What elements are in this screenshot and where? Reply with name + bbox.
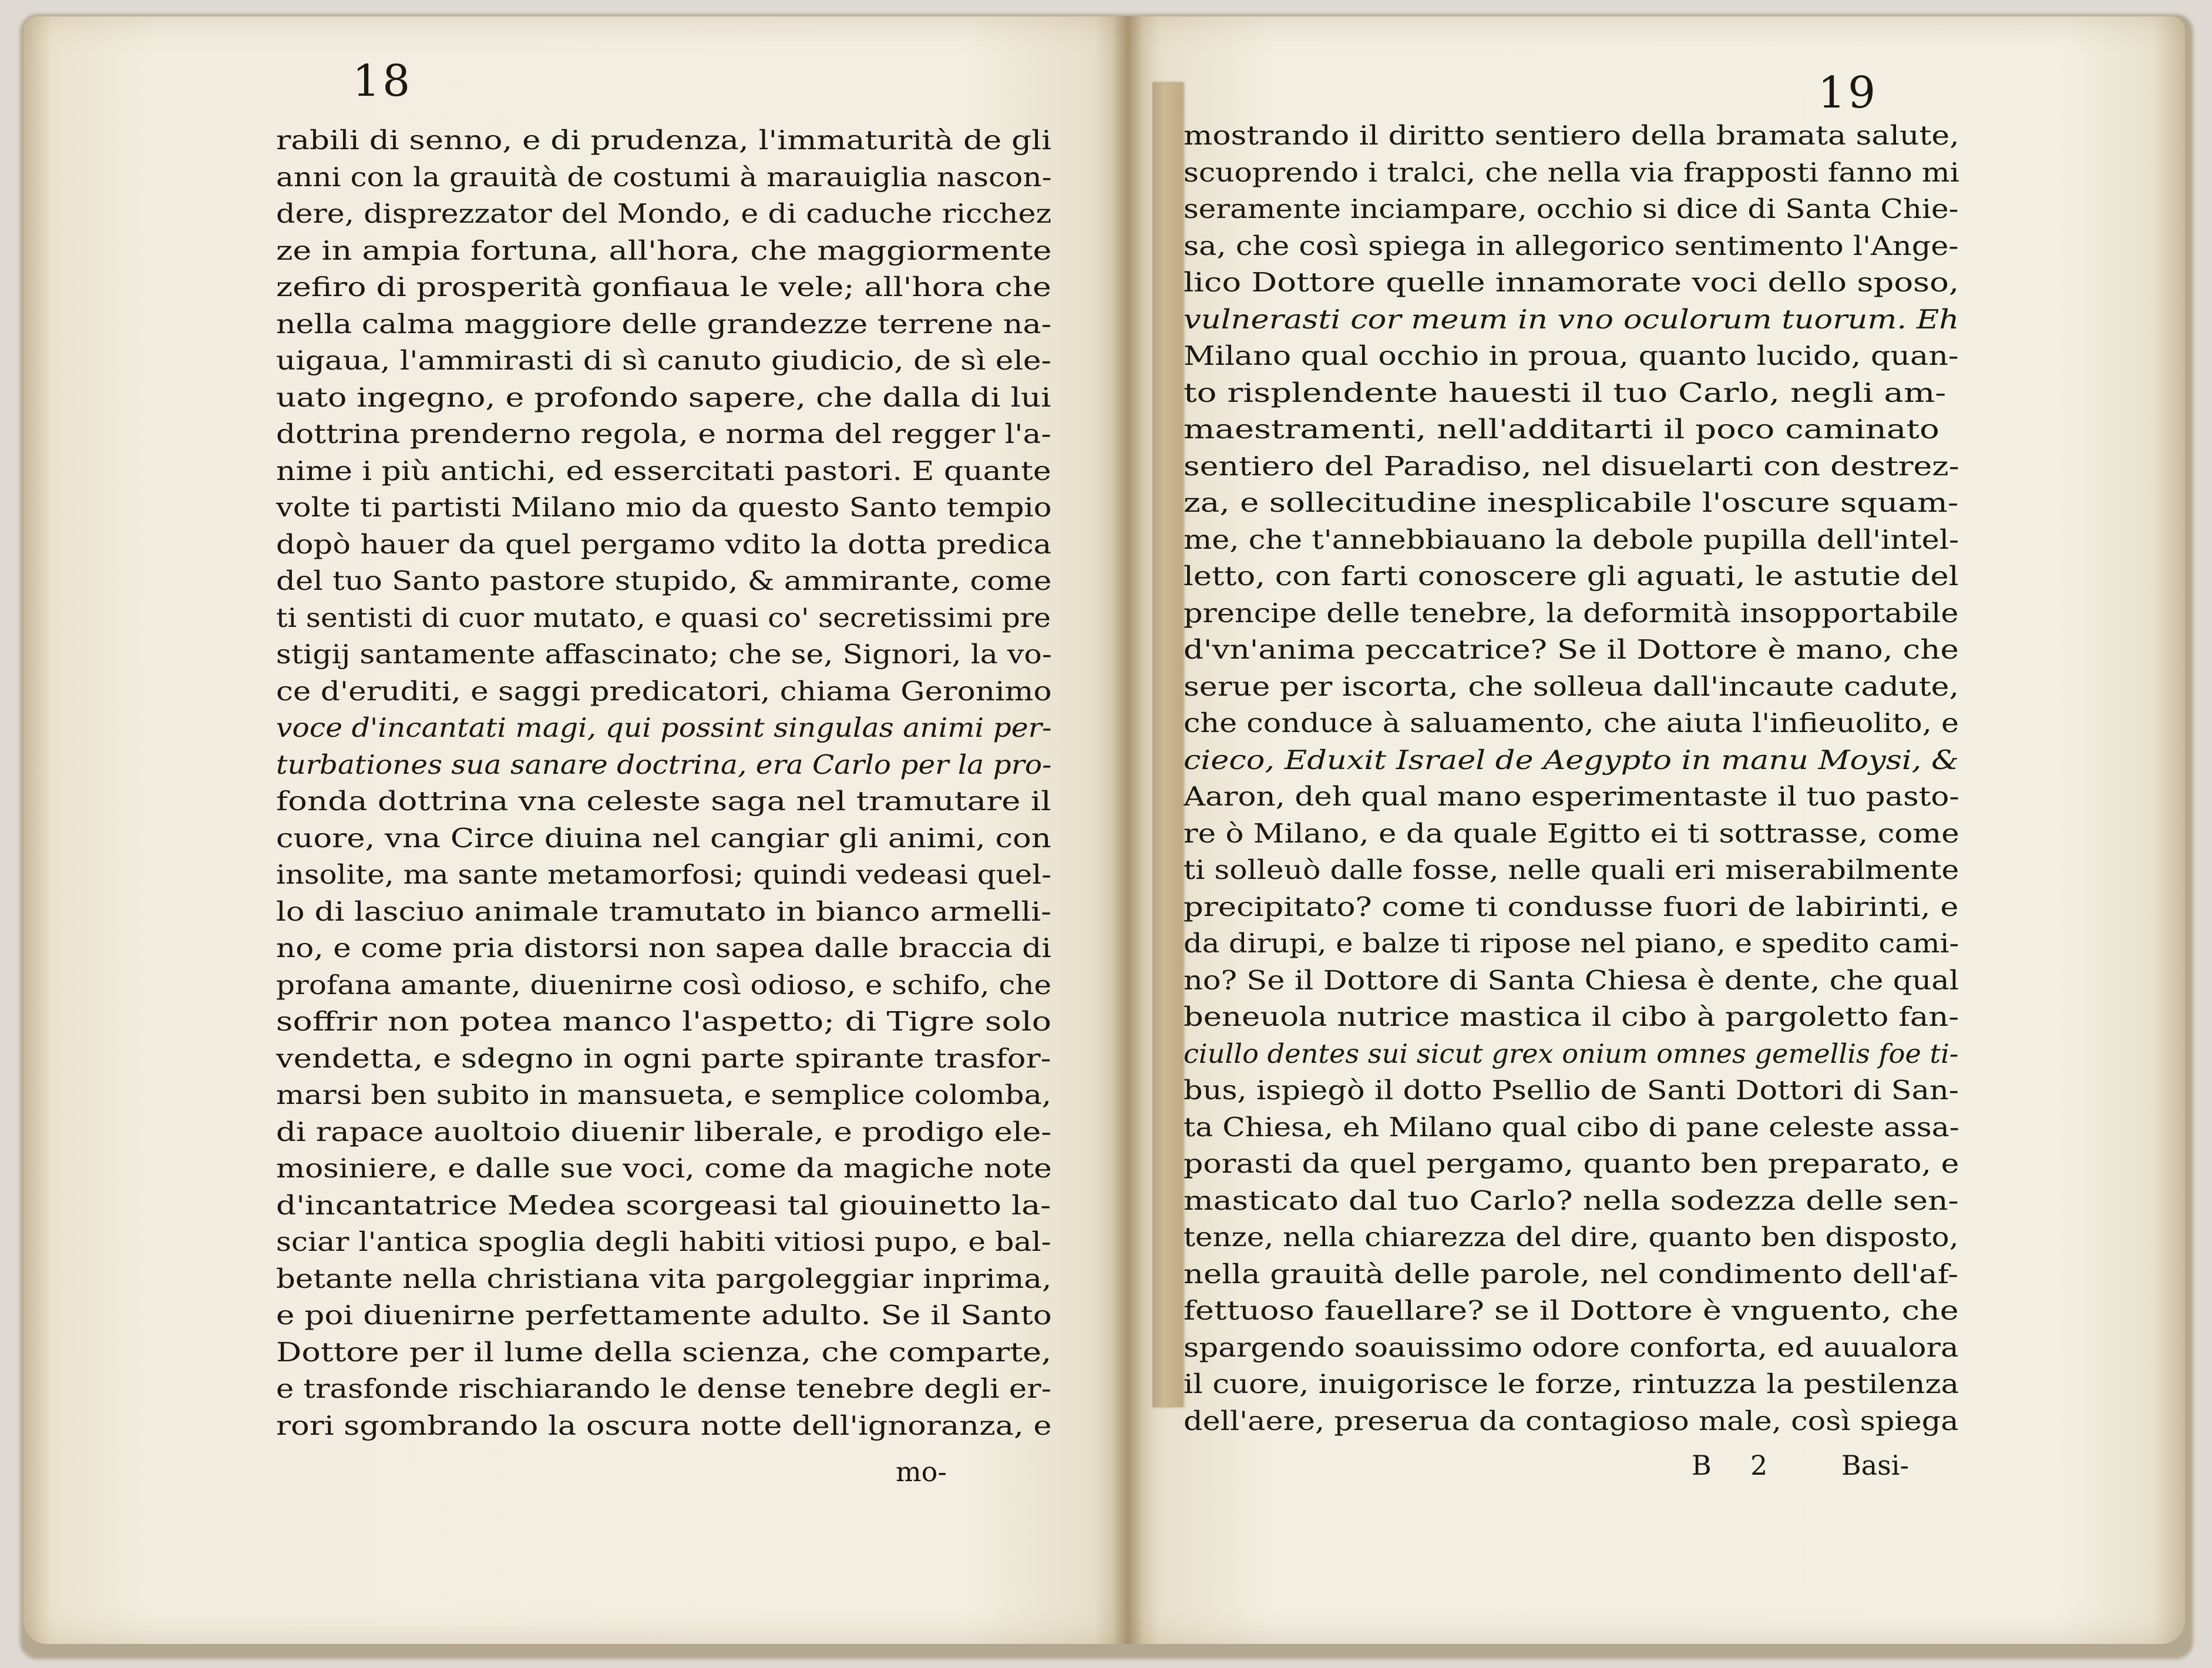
text-line: masticato dal tuo Carlo? nella sodezza delle sen-: [1184, 1184, 1959, 1216]
text-line: nime i più antichi, ed essercitati pastori. E quante: [276, 455, 1051, 486]
left-page-number: 18: [352, 56, 413, 106]
text-line: sciar l'antica spoglia degli habiti vitiosi pupo, e bal-: [276, 1226, 1051, 1257]
text-line: spargendo soauissimo odore conforta, ed auualora: [1184, 1331, 1959, 1363]
text-line: bus, ispiegò il dotto Psellio de Santi Dottori di San-: [1184, 1075, 1959, 1106]
text-line: profana amante, diuenirne così odioso, e schifo, che: [276, 969, 1052, 1001]
text-line: soffrir non potea manco l'aspetto; di Tigre solo: [276, 1006, 1052, 1037]
text-line: e trasfonde rischiarando le dense tenebre degli er-: [276, 1373, 1051, 1404]
text-line: anni con la grauità de costumi à marauiglia nascon-: [276, 161, 1052, 193]
text-line: che conduce à saluamento, che aiuta l'infieuolito, e: [1184, 707, 1959, 739]
latin-quote-line: ciullo dentes sui sicut grex onium omnes gemellis foe ti-: [1184, 1038, 1959, 1069]
text-line: no, e come pria distorsi non sapea dalle braccia di: [276, 932, 1051, 964]
text-line: ce d'eruditi, e saggi predicatori, chiama Geronimo: [276, 675, 1052, 707]
text-line: me, che t'annebbiauano la debole pupilla dell'intel-: [1184, 523, 1959, 555]
text-line: insolite, ma sante metamorfosi; quindi vedeasi quel-: [276, 859, 1051, 890]
right-catchword: Basi-: [1841, 1449, 1910, 1481]
text-line: da dirupi, e balze ti ripose nel piano, e spedito cami-: [1184, 928, 1959, 959]
text-line: fettuoso fauellare? se il Dottore è vnguento, che: [1184, 1295, 1959, 1326]
text-line: zefiro di prosperità gonfiaua le vele; all'hora che: [276, 271, 1051, 303]
text-line: nella calma maggiore delle grandezze terrene na-: [276, 308, 1052, 340]
text-line: lo di lasciuo animale tramutato in bianco armelli-: [276, 895, 1052, 927]
latin-quote-line: turbationes sua sanare doctrina, era Carlo per la pro-: [276, 749, 1052, 780]
text-line: seramente inciampare, occhio si dice di Santa Chie-: [1184, 193, 1959, 224]
text-line: e poi diuenirne perfettamente adulto. Se il Santo: [276, 1300, 1052, 1331]
text-line: nella grauità delle parole, nel condimento dell'af-: [1184, 1258, 1959, 1290]
text-line: uato ingegno, e profondo sapere, che dalla di lui: [276, 381, 1051, 413]
text-line: porasti da quel pergamo, quanto ben preparato, e: [1184, 1148, 1959, 1179]
text-line: to risplendente hauesti il tuo Carlo, negli am-: [1184, 377, 1947, 408]
text-line: rori sgombrando la oscura notte dell'ignoranza, e: [276, 1409, 1052, 1441]
text-line: fonda dottrina vna celeste saga nel tramutare il: [276, 786, 1051, 817]
text-line: dopò hauer da quel pergamo vdito la dotta predica: [276, 528, 1052, 560]
text-line: cuore, vna Circe diuina nel cangiar gli animi, con: [276, 822, 1051, 854]
text-line: dell'aere, preserua da contagioso male, così spiega: [1184, 1405, 1959, 1437]
text-line: no? Se il Dottore di Santa Chiesa è dente, che qual: [1184, 964, 1959, 996]
text-line: d'incantatrice Medea scorgeasi tal giouinetto la-: [276, 1189, 1051, 1221]
text-line: vendetta, e sdegno in ogni parte spirante trasfor-: [276, 1042, 1051, 1074]
text-line: del tuo Santo pastore stupido, & ammirante, come: [276, 565, 1052, 596]
left-page-text: [276, 122, 1051, 1444]
latin-quote-line: voce d'incantati magi, qui possint singulas animi per-: [276, 712, 1052, 743]
text-line: dere, disprezzator del Mondo, e di caduche ricchez: [276, 198, 1052, 229]
text-line: volte ti partisti Milano mio da questo Santo tempio: [276, 492, 1052, 523]
text-line: Dottore per il lume della scienza, che comparte,: [276, 1336, 1052, 1368]
text-line: marsi ben subito in mansueta, e semplice colomba,: [276, 1079, 1051, 1110]
text-line: mostrando il diritto sentiero della bramata salute,: [1184, 120, 1959, 151]
text-line: di rapace auoltoio diuenir liberale, e prodigo ele-: [276, 1116, 1052, 1147]
text-line: letto, con farti conoscere gli aguati, le astutie del: [1184, 561, 1959, 592]
text-line: lico Dottore quelle innamorate voci dello sposo,: [1184, 267, 1959, 298]
text-line: za, e sollecitudine inesplicabile l'oscure squam-: [1184, 487, 1959, 518]
text-line: il cuore, inuigorisce le forze, rintuzza la pestilenza: [1184, 1368, 1959, 1399]
text-line: precipitato? come ti condusse fuori de labirinti, e: [1184, 891, 1959, 922]
right-page-number: 19: [1818, 68, 1878, 118]
text-line: re ò Milano, e da quale Egitto ei ti sottrasse, come: [1184, 817, 1959, 849]
text-line: ta Chiesa, eh Milano qual cibo di pane celeste assa-: [1184, 1111, 1959, 1143]
text-line: maestramenti, nell'additarti il poco caminato: [1184, 414, 1939, 445]
text-line: rabili di senno, e di prudenza, l'immaturità de gli: [276, 125, 1052, 156]
right-page-text: [1184, 118, 1959, 1439]
text-line: ze in ampia fortuna, all'hora, che maggiormente: [276, 234, 1052, 266]
left-catchword: mo-: [896, 1456, 947, 1488]
text-line: betante nella christiana vita pargoleggiar inprima,: [276, 1263, 1052, 1294]
text-line: scuoprendo i tralci, che nella via frapposti fanno mi: [1184, 156, 1959, 188]
text-line: sentiero del Paradiso, nel disuelarti con destrez-: [1184, 450, 1959, 482]
text-line: dottrina prenderno regola, e norma del regger l'a-: [276, 418, 1051, 449]
text-line: Aaron, deh qual mano esperimentaste il tuo pasto-: [1184, 781, 1959, 812]
signature-mark: B: [1692, 1449, 1712, 1481]
text-line: d'vn'anima peccatrice? Se il Dottore è mano, che: [1184, 634, 1959, 665]
text-line: Milano qual occhio in proua, quanto lucido, quan-: [1184, 340, 1959, 371]
text-line: ti solleuò dalle fosse, nelle quali eri miserabilmente: [1184, 854, 1959, 885]
text-line: serue per iscorta, che solleua dall'incaute cadute,: [1184, 670, 1959, 702]
text-line: uigaua, l'ammirasti di sì canuto giudicio, de sì ele-: [276, 345, 1051, 376]
text-line: tenze, nella chiarezza del dire, quanto ben disposto,: [1184, 1221, 1959, 1253]
text-line: mosiniere, e dalle sue voci, come da magiche note: [276, 1153, 1052, 1184]
text-line: prencipe delle tenebre, la deformità insopportabile: [1184, 597, 1959, 629]
latin-quote-line: cieco, Eduxit Israel de Aegypto in manu Moysi, &: [1184, 744, 1959, 776]
text-line: stigij santamente affascinato; che se, Signori, la vo-: [276, 639, 1052, 670]
latin-quote-line: vulnerasti cor meum in vno oculorum tuorum. Eh: [1184, 303, 1959, 335]
signature-number: 2: [1750, 1449, 1768, 1481]
text-line: sa, che così spiega in allegorico sentimento l'Ange-: [1184, 230, 1959, 261]
text-line: beneuola nutrice mastica il cibo à pargoletto fan-: [1184, 1001, 1959, 1032]
text-line: ti sentisti di cuor mutato, e quasi co' secretissimi pre: [276, 602, 1051, 633]
